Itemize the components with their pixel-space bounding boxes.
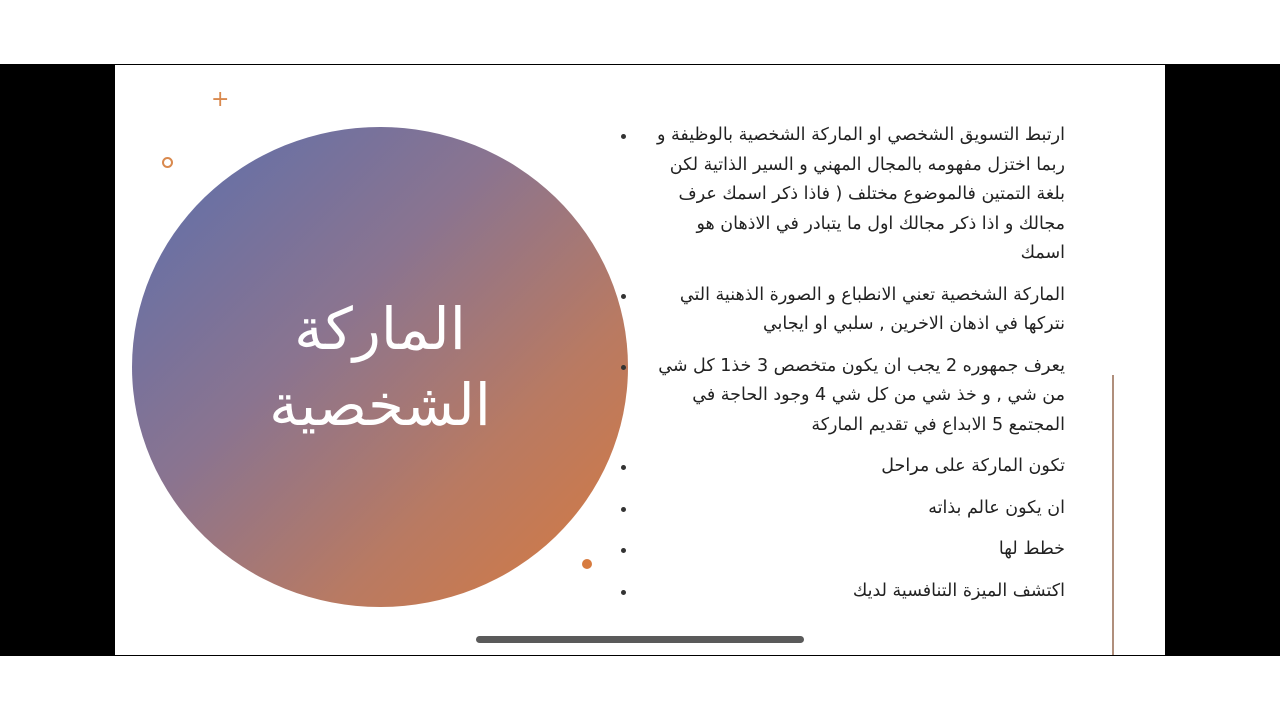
ring-decoration-icon: [162, 157, 173, 168]
list-item: [655, 352, 1065, 441]
list-item: [655, 577, 1065, 607]
bullet-icon: [621, 134, 626, 139]
bullet-icon: [621, 294, 626, 299]
bullet-text: تكون الماركة على مراحل: [881, 456, 1065, 476]
bullet-text: الماركة الشخصية تعني الانطباع و الصورة الذهنية التي نتركها في اذهان الاخرين , سلبي او ايجابي: [679, 284, 1065, 334]
plus-decoration-icon: +: [211, 87, 230, 112]
bullet-text: يعرف جمهوره 2 يجب ان يكون متخصص 3 خذ1 كل شي من شي , و خذ شي من كل شي 4 وجود الحاجة في المجتمع 5 الابداع في تقديم الماركة: [658, 355, 1065, 435]
bullet-text: خطط لها: [998, 539, 1065, 559]
title-line-1: الماركة: [294, 295, 466, 363]
bullet-icon: [621, 548, 626, 553]
bullet-icon: [621, 365, 626, 370]
list-item: [655, 535, 1065, 565]
list-item: [655, 121, 1065, 269]
bullet-text: ارتبط التسويق الشخصي او الماركة الشخصية بالوظيفة و ربما اختزل مفهومه بالمجال المهني و السير الذاتية لكن بلغة التمتين فالموضوع مختلف ( فاذا ذكر اسمك عرف مجالك و اذا ذكر مجالك اول ما يتبادر في الاذهان هو اسمك: [656, 125, 1065, 263]
slide-title: [132, 127, 628, 607]
bullet-list: [655, 121, 1065, 618]
list-item: [655, 494, 1065, 524]
list-item: [655, 452, 1065, 482]
title-line-2: الشخصية: [269, 371, 491, 439]
bullet-text: ان يكون عالم بذاته: [928, 497, 1065, 518]
bullet-icon: [621, 507, 626, 512]
list-item: [655, 281, 1065, 340]
home-indicator-bar[interactable]: [476, 636, 804, 643]
bullet-icon: [621, 465, 626, 470]
bullet-icon: [621, 590, 626, 595]
presentation-slide: [115, 65, 1165, 655]
dot-decoration-icon: [582, 559, 592, 569]
bullet-text: اكتشف الميزة التنافسية لديك: [852, 580, 1065, 601]
divider-line: [1112, 375, 1114, 655]
